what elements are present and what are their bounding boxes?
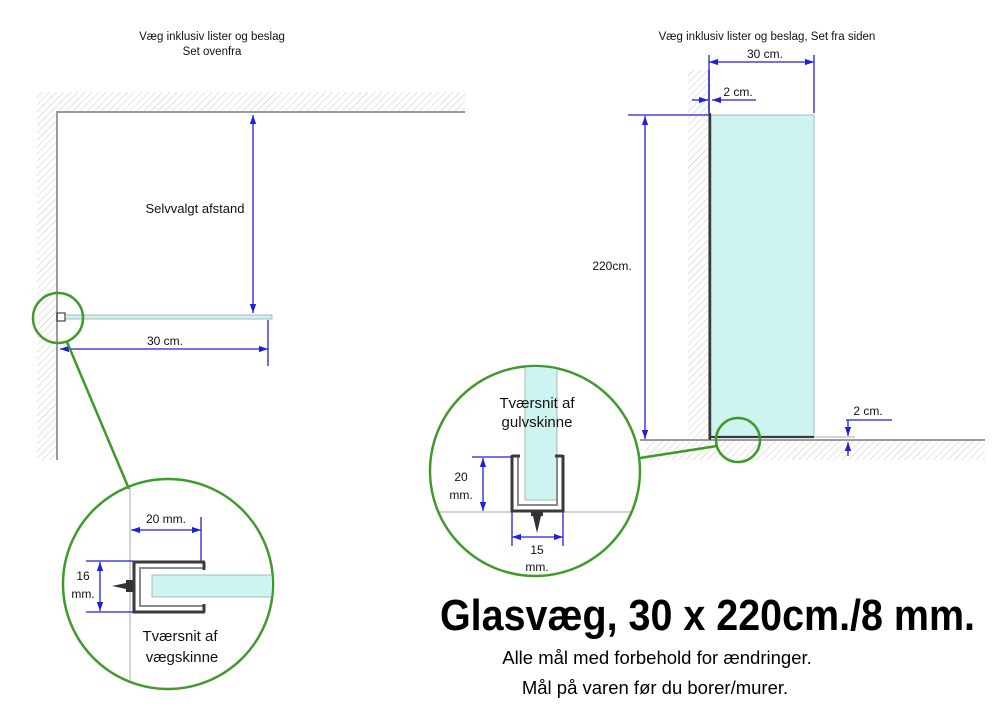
side-view-glass-panel bbox=[711, 115, 814, 437]
side-view-wall-hatch bbox=[688, 70, 709, 440]
floor-rail-width-unit: mm. bbox=[525, 560, 549, 574]
wall-detail-caption-line1: Tværsnit af bbox=[142, 628, 218, 645]
top-view-wall-profile bbox=[57, 313, 65, 321]
wall-detail-glass-pane bbox=[152, 575, 282, 597]
bottom-gap-label: 2 cm. bbox=[853, 404, 883, 418]
height-label: 220cm. bbox=[592, 259, 632, 273]
product-title: Glasvæg, 30 x 220cm./8 mm. bbox=[440, 591, 975, 640]
floor-rail-detail bbox=[430, 360, 640, 574]
side-view-title: Væg inklusiv lister og beslag, Set fra siden bbox=[658, 31, 876, 43]
top-view-wall-outline bbox=[57, 112, 465, 460]
top-view-side-wall-hatch bbox=[37, 112, 57, 460]
product-info bbox=[440, 591, 975, 698]
floor-rail-width-value: 15 bbox=[530, 543, 544, 557]
product-note-line1: Alle mål med forbehold for ændringer. bbox=[502, 647, 812, 668]
wall-profile-callout-leader bbox=[67, 342, 129, 489]
top-view-title-line1: Væg inklusiv lister og beslag bbox=[139, 31, 285, 43]
top-view-glass-panel bbox=[65, 315, 272, 319]
wall-profile-detail bbox=[71, 478, 282, 690]
distance-label: Selvvalgt afstand bbox=[145, 201, 245, 216]
floor-detail-caption-line1: Tværsnit af bbox=[499, 395, 575, 412]
floor-screw-icon bbox=[531, 511, 543, 533]
floor-rail-height-unit: mm. bbox=[449, 488, 473, 502]
wall-rail-height-value: 16 bbox=[76, 569, 90, 583]
width-label: 30 cm. bbox=[146, 334, 184, 348]
floor-detail-caption-line2: gulvskinne bbox=[501, 414, 573, 431]
side-width-label: 30 cm. bbox=[746, 47, 784, 61]
top-gap-label: 2 cm. bbox=[723, 85, 753, 99]
top-view bbox=[33, 31, 465, 690]
top-view-title-line2: Set ovenfra bbox=[182, 46, 242, 58]
product-note-line2: Mål på varen før du borer/murer. bbox=[521, 677, 789, 698]
wall-detail-caption-line2: vægskinne bbox=[145, 649, 219, 666]
wall-screw-icon bbox=[112, 580, 133, 592]
floor-rail-height-value: 20 bbox=[454, 470, 468, 484]
wall-rail-width-label: 20 mm. bbox=[145, 512, 187, 526]
wall-rail-height-unit: mm. bbox=[71, 587, 95, 601]
top-view-back-wall-hatch bbox=[37, 92, 465, 112]
side-view bbox=[430, 31, 985, 576]
